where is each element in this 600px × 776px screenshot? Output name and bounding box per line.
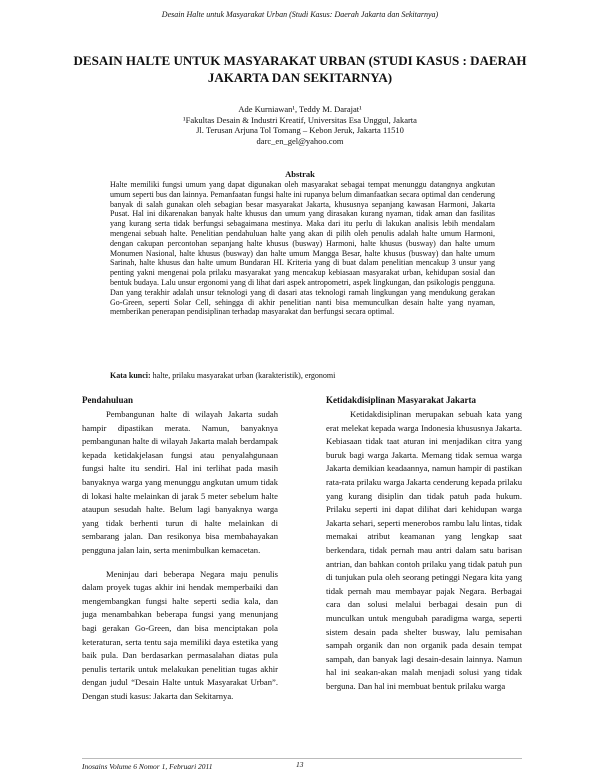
running-head: Desain Halte untuk Masyarakat Urban (Studi Kasus: Daerah Jakarta dan Sekitarnya) — [161, 10, 439, 19]
right-column — [326, 394, 522, 693]
paragraph: Pembangunan halte di wilayah Jakarta sudah hampir dipastikan merata. Namun, banyaknya pembangunan halte di wilayah Jakarta malah berdampak kepada ketidakjelasan fungsi atau penyalahgunaan fungsi halte itu sendiri. Hal ini terlihat pada masih banyaknya warga yang menunggu angkutan umum tidak di lokasi halte melainkan di jarak 5 meter sebelum halte ataupun sesudah halte. Belum lagi banyaknya warga yang tidak berhenti turun di halte melainkan di sembarang jalan. Dan resikonya bisa membahayakan pengguna jalan lain, serta menimbulkan kemacetan. — [82, 409, 278, 555]
abstract-text: Halte memiliki fungsi umum yang dapat digunakan oleh masyarakat sebagai tempat menunggu datangnya angkutan umum seperti bus dan lainnya. Pemanfaatan fungsi halte ini rupanya belum dimanfaatkan secara optimal dan cenderung banyak di salah gunakan oleh sebagian besar masyarakat Jakarta, khususnya sepanjang kawasan Harmoni, Jakarta Pusat. Hal ini dikarenakan banyak halte khusus dan umum yang dirasakan kurang nyaman, tidak aman dan fasilitas yang kurang serta tidak berfungsi sebagaimana mestinya. Maka dari itu perlu di lakukan analisis lebih mendalam mengenai sebuah halte. Penelitian pendahuluan halte yang akan di pilih oleh penulis adalah halte umum Harmoni, dengan cakupan percontohan sepanjang halte khusus (busway) Harmoni, halte khusus (busway) dan halte umum Monumen Nasional, halte khusus (busway) dan halte umum Mangga Besar, halte khusus (busway) dan halte umum Sarinah, halte khusus dan halte umum Bundaran HI. Kriteria yang di buat dalam penelitian mencakup 3 unsur yang penting yakni mengenai pola prilaku masyarakat yang mencakup kebiasaan masyarakat urban, kehidupan sosial dan bentuk budaya. Lalu unsur ergonomi yang di lihat dari aspek antropometri, aspek lingkungan, dan psikologis pengguna. Dan yang terakhir adalah unsur teknologi yang di dasari atas teknologi ramah lingkungan yang mendukung gerakan Go-Green, seperti Solar Cell, sehingga di akhir penelitian nanti bisa memunculkan desain halte yang nyaman, memberikan penerapan pendisiplinan terhadap masyarakat dan berfungsi secara optimal. — [110, 180, 495, 317]
paper-title: DESAIN HALTE UNTUK MASYARAKAT URBAN (STUDI KASUS : DAERAH JAKARTA DAN SEKITARNYA) — [73, 53, 527, 85]
keywords-text: halte, prilaku masyarakat urban (karakteristik), ergonomi — [152, 371, 336, 380]
author-names: Ade Kurniawan¹, Teddy M. Darajat¹ — [238, 104, 362, 114]
paragraph: Meninjau dari beberapa Negara maju penulis dalam proyek tugas akhir ini hendak memperbaiki dan mengembangkan fungsi halte seperti sedia kala, dan juga menambahkan beberapa fungsi yang menunjang bagi gerakan Go-Green, dan bisa menciptakan pola keteraturan, serta tentu saja memiliki daya estetika yang baik pula. Dan berdasarkan permasalahan diatas pula penulis tertarik untuk melakukan penelitian tugas akhir dengan judul “Desain Halte untuk Masyarakat Urban”. Dengan studi kasus: Jakarta dan Sekitarnya. — [82, 568, 278, 701]
footer-journal: Inosains Volume 6 Nomor 1, Februari 2011 — [82, 762, 213, 771]
page-number: 13 — [296, 760, 304, 769]
left-column — [82, 394, 278, 703]
keywords-label: Kata kunci: — [110, 371, 151, 380]
paragraph: Ketidakdisiplinan merupakan sebuah kata yang erat melekat kepada warga Indonesia khususnya Jakarta. Kebiasaan tidak taat aturan ini menjadikan citra yang buruk bagi warga Jakarta. Memang tidak semua warga Jakarta demikian keadaannya, namun hampir di pastikan rata-rata prilaku warga Jakarta cenderung kepada prilaku yang kurang disiplin dan tidak patuh pada hukum. Prilaku seperti ini dapat dilihat dari kehidupan warga Jakarta sehari, seperti menerobos rambu lalu lintas, tidak memakai atribut keamanan yang lengkap saat berkendara, tidak pernah mau antri dalam satu barisan antrian, dan bahkan contoh prilaku yang tidak patuh pun di tunjukan pula oleh seorang petinggi Negara kita yang tidak pernah mau membayar pajak Negara. Berbagai cara dan solusi melalui berbagai desain pun di munculkan untuk mengubah paradigma warga, seperti sistem desain pada shelter busway, lalu pemisahan sampah organik dan non organik pada desain tempat sampah, dan banyak lagi desain-desain lainnya. Namun hal ini seakan-akan malah menjadi solusi yang tidak berguna. Dan hal ini membuat bentuk prilaku warga — [326, 409, 522, 691]
section-heading-pendahuluan: Pendahuluan — [82, 395, 134, 405]
footer-rule — [82, 758, 522, 759]
author-block — [0, 104, 600, 146]
author-email: darc_en_gel@yahoo.com — [256, 135, 344, 146]
abstract-heading: Abstrak — [285, 169, 315, 179]
author-address: Jl. Terusan Arjuna Tol Tomang – Kebon Jeruk, Jakarta 11510 — [196, 125, 404, 135]
section-heading-ketidakdisiplinan: Ketidakdisiplinan Masyarakat Jakarta — [326, 395, 477, 405]
keywords — [110, 371, 495, 380]
author-affiliation: ¹Fakultas Desain & Industri Kreatif, Universitas Esa Unggul, Jakarta — [183, 114, 417, 125]
